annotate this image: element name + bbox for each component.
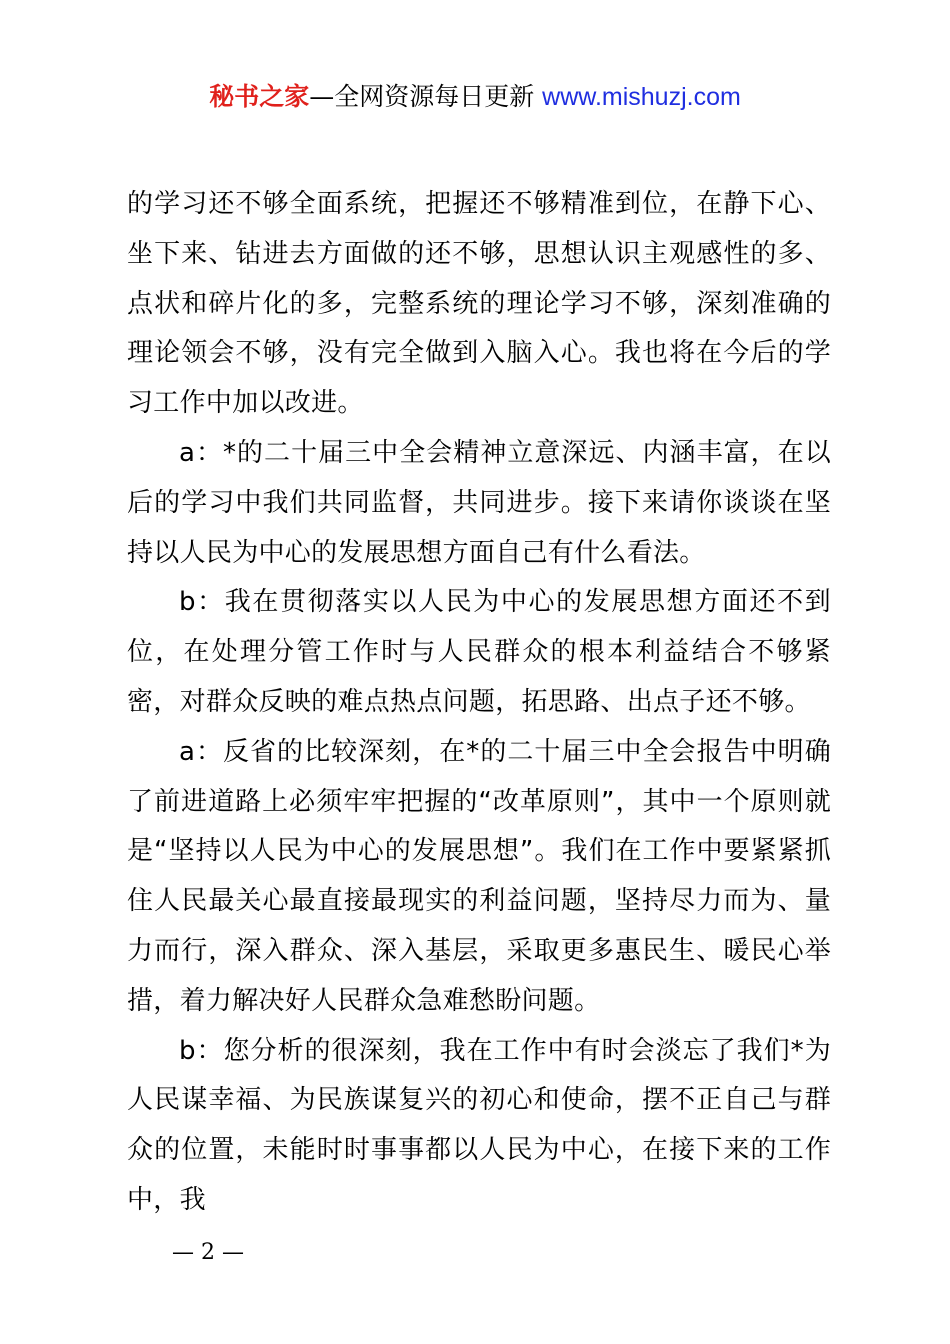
paragraph-continuation: 的学习还不够全面系统，把握还不够精准到位，在静下心、坐下来、钻进去方面做的还不够，思想认识主观感性的多、点状和碎片化的多，完整系统的理论学习不够，深刻准确的理论领会不够，没有完全做到入脑入心。我也将在今后的学习工作中加以改进。 xyxy=(127,189,831,419)
page-number: — 2 — xyxy=(172,1240,244,1265)
site-header xyxy=(0,80,950,114)
site-tagline: —全网资源每日更新 xyxy=(309,82,543,111)
site-url-link[interactable]: www.mishuzj.com xyxy=(542,83,741,111)
document-body xyxy=(127,180,831,1226)
paragraph-dialogue-b-1: b：我在贯彻落实以人民为中心的发展思想方面还不到位，在处理分管工作时与人民群众的根本利益结合不够紧密，对群众反映的难点热点问题，拓思路、出点子还不够。 xyxy=(127,587,831,717)
site-brand: 秘书之家 xyxy=(209,82,310,111)
paragraph-dialogue-a-2: a：反省的比较深刻，在*的二十届三中全会报告中明确了前进道路上必须牢牢把握的“改革原则”，其中一个原则就是“坚持以人民为中心的发展思想”。我们在工作中要紧紧抓住人民最关心最直接最现实的利益问题，坚持尽力而为、量力而行，深入群众、深入基层，采取更多惠民生、暖民心举措，着力解决好人民群众急难愁盼问题。 xyxy=(127,736,831,1016)
paragraph-dialogue-b-2: b：您分析的很深刻，我在工作中有时会淡忘了我们*为人民谋幸福、为民族谋复兴的初心和使命，摆不正自己与群众的位置，未能时时事事都以人民为中心，在接下来的工作中，我 xyxy=(127,1035,831,1215)
paragraph-dialogue-a-1: a：*的二十届三中全会精神立意深远、内涵丰富，在以后的学习中我们共同监督，共同进步。接下来请你谈谈在坚持以人民为中心的发展思想方面自己有什么看法。 xyxy=(127,437,831,568)
